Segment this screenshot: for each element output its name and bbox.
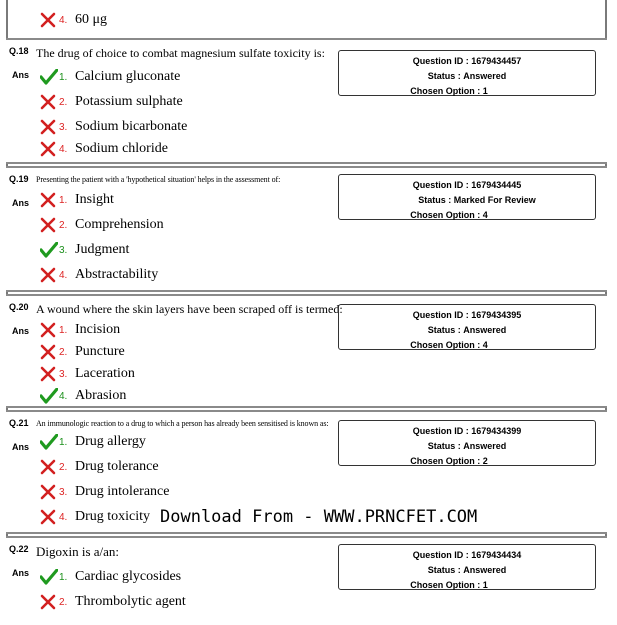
- option-text: Insight: [75, 192, 114, 207]
- option-row: [40, 92, 183, 112]
- option-number: 1.: [59, 71, 68, 83]
- cross-icon: [40, 484, 56, 500]
- cross-icon: [40, 509, 56, 525]
- cross-icon: [40, 594, 56, 610]
- question-id-value: 1679434445: [471, 180, 522, 190]
- option-text: Puncture: [75, 344, 125, 359]
- option-number: 3.: [59, 486, 68, 498]
- question-text: A wound where the skin layers have been scraped off is termed:: [36, 302, 343, 316]
- question-info-box: [338, 304, 596, 350]
- cross-icon: [40, 366, 56, 382]
- option-number: 2.: [59, 346, 68, 358]
- option-row: [40, 215, 164, 235]
- checkmark-icon: [40, 434, 56, 450]
- question-block-22: [6, 536, 607, 625]
- option-number: 4.: [59, 390, 68, 402]
- option-row: [40, 10, 107, 30]
- ans-label: Ans: [12, 568, 30, 578]
- option-row: [40, 507, 150, 527]
- status-value: Answered: [463, 441, 507, 451]
- option-row: [40, 139, 168, 159]
- question-id-label: Question ID :: [412, 56, 469, 66]
- cross-icon: [40, 119, 56, 135]
- option-number: 1.: [59, 436, 68, 448]
- option-row: [40, 482, 169, 502]
- question-info-box: [338, 544, 596, 590]
- cross-icon: [40, 94, 56, 110]
- status-label: Status :: [427, 441, 461, 451]
- option-text: Judgment: [75, 242, 130, 257]
- option-text: Thrombolytic agent: [75, 594, 186, 609]
- option-text: Calcium gluconate: [75, 69, 181, 84]
- status-value: Answered: [463, 71, 507, 81]
- status-label: Status :: [427, 71, 461, 81]
- option-text: Sodium bicarbonate: [75, 119, 188, 134]
- option-row: [40, 265, 158, 285]
- option-number: 4.: [59, 14, 68, 26]
- question-number: Q.20: [9, 302, 29, 312]
- option-text: Incision: [75, 322, 121, 337]
- option-number: 4.: [59, 511, 68, 523]
- question-info-box: [338, 174, 596, 220]
- question-id-value: 1679434399: [471, 426, 522, 436]
- cross-icon: [40, 267, 56, 283]
- option-text: Sodium chloride: [75, 141, 168, 156]
- status-label: Status :: [427, 325, 461, 335]
- chosen-option-label: Chosen Option :: [410, 340, 481, 350]
- question-text: Digoxin is a/an:: [36, 544, 120, 559]
- status-value: Answered: [463, 325, 507, 335]
- option-text: Comprehension: [75, 217, 164, 232]
- option-number: 4.: [59, 143, 68, 155]
- cross-icon: [40, 217, 56, 233]
- question-id-label: Question ID :: [412, 310, 469, 320]
- option-number: 3.: [59, 368, 68, 380]
- option-number: 4.: [59, 269, 68, 281]
- option-number: 1.: [59, 194, 68, 206]
- option-row: [40, 67, 180, 87]
- option-number: 2.: [59, 461, 68, 473]
- cross-icon: [40, 192, 56, 208]
- cross-icon: [40, 12, 56, 28]
- option-number: 1.: [59, 571, 68, 583]
- question-block-19: [6, 166, 607, 292]
- option-row: [40, 342, 125, 362]
- option-row: [40, 567, 181, 587]
- chosen-option-value: 4: [482, 340, 488, 350]
- question-text: The drug of choice to combat magnesium sulfate toxicity is:: [36, 46, 325, 60]
- cross-icon: [40, 141, 56, 157]
- option-number: 2.: [59, 219, 68, 231]
- chosen-option-label: Chosen Option :: [410, 580, 481, 590]
- cross-icon: [40, 344, 56, 360]
- question-info-box: [338, 420, 596, 466]
- option-number: 2.: [59, 596, 68, 608]
- question-info-box: [338, 50, 596, 96]
- option-number: 1.: [59, 324, 68, 336]
- option-text: Potassium sulphate: [75, 94, 183, 109]
- question-block-20: [6, 294, 607, 408]
- question-number: Q.22: [9, 544, 29, 554]
- question-id-label: Question ID :: [412, 426, 469, 436]
- option-number: 3.: [59, 244, 68, 256]
- option-text: Abstractability: [75, 267, 159, 282]
- checkmark-icon: [40, 69, 56, 85]
- option-text: 60 μg: [75, 12, 108, 27]
- option-text: Drug toxicity: [75, 509, 151, 524]
- option-row: [40, 364, 135, 384]
- checkmark-icon: [40, 242, 56, 258]
- response-sheet: [6, 0, 607, 625]
- chosen-option-label: Chosen Option :: [410, 86, 481, 96]
- question-block-18: [6, 38, 607, 164]
- ans-label: Ans: [12, 70, 30, 80]
- option-row: [40, 386, 126, 406]
- option-row: [40, 592, 186, 612]
- option-row: [40, 117, 187, 137]
- chosen-option-value: 1: [482, 580, 488, 590]
- option-number: 3.: [59, 121, 68, 133]
- status-label: Status :: [418, 195, 452, 205]
- question-id-label: Question ID :: [412, 550, 469, 560]
- chosen-option-value: 1: [482, 86, 488, 96]
- chosen-option-value: 2: [482, 456, 488, 466]
- option-text: Cardiac glycosides: [75, 569, 182, 584]
- question-number: Q.19: [9, 174, 29, 184]
- cross-icon: [40, 459, 56, 475]
- question-id-value: 1679434395: [471, 310, 522, 320]
- ans-label: Ans: [12, 326, 30, 336]
- watermark-text: Download From - WWW.PRNCFET.COM: [160, 507, 478, 527]
- option-text: Abrasion: [75, 388, 127, 403]
- status-value: Answered: [463, 565, 507, 575]
- question-text: Presenting the patient with a 'hypothetical situation' helps in the assessment of:: [36, 175, 281, 184]
- checkmark-icon: [40, 569, 56, 585]
- option-number: 2.: [59, 96, 68, 108]
- status-value: Marked For Review: [453, 195, 536, 205]
- option-row: [40, 432, 146, 452]
- ans-label: Ans: [12, 442, 30, 452]
- question-id-value: 1679434434: [471, 550, 522, 560]
- option-text: Drug tolerance: [75, 459, 159, 474]
- option-row: [40, 320, 120, 340]
- ans-label: Ans: [12, 198, 30, 208]
- option-row: [40, 190, 114, 210]
- chosen-option-label: Chosen Option :: [410, 210, 481, 220]
- chosen-option-label: Chosen Option :: [410, 456, 481, 466]
- option-row: [40, 457, 159, 477]
- question-id-label: Question ID :: [412, 180, 469, 190]
- question-number: Q.21: [9, 418, 29, 428]
- checkmark-icon: [40, 388, 56, 404]
- option-row: [40, 240, 129, 260]
- option-text: Drug intolerance: [75, 484, 170, 499]
- question-text: An immunologic reaction to a drug to which a person has already been sensitised is known as:: [36, 419, 329, 428]
- cross-icon: [40, 322, 56, 338]
- status-label: Status :: [427, 565, 461, 575]
- option-text: Drug allergy: [75, 434, 146, 449]
- question-number: Q.18: [9, 46, 29, 56]
- option-text: Laceration: [75, 366, 135, 381]
- question-id-value: 1679434457: [471, 56, 522, 66]
- chosen-option-value: 4: [482, 210, 488, 220]
